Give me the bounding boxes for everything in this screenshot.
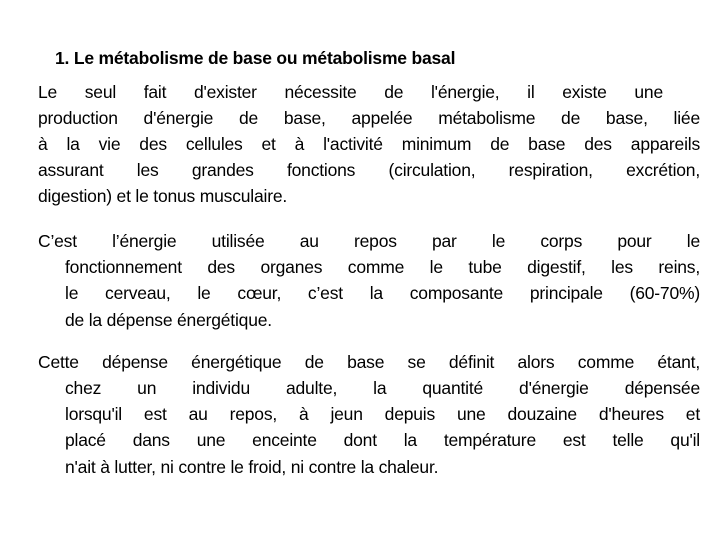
text-line: chez un individu adulte, la quantité d'énergie dépensée — [65, 378, 700, 398]
text-line: de la dépense énergétique. — [65, 310, 272, 330]
text-line: lorsqu'il est au repos, à jeun depuis une douzaine d'heures et — [65, 404, 700, 424]
text-line: assurant les grandes fonctions (circulation, respiration, excrétion, — [38, 160, 700, 180]
text-line: n'ait à lutter, ni contre le froid, ni contre la chaleur. — [65, 457, 439, 477]
text-line: fonctionnement des organes comme le tube digestif, les reins, — [65, 257, 700, 277]
text-line: Le seul fait d'exister nécessite de l'énergie, il existe une — [38, 82, 663, 102]
text-line: C’est l’énergie utilisée au repos par le corps pour le — [38, 231, 700, 251]
text-line: à la vie des cellules et à l'activité minimum de base des appareils — [38, 134, 700, 154]
text-line: Cette dépense énergétique de base se définit alors comme étant, — [38, 352, 700, 372]
section-heading: 1. Le métabolisme de base ou métabolisme basal — [55, 48, 456, 68]
text-line: le cerveau, le cœur, c’est la composante principale (60-70%) — [65, 283, 700, 303]
text-line: placé dans une enceinte dont la température est telle qu'il — [65, 430, 700, 450]
text-line: production d'énergie de base, appelée métabolisme de base, liée — [38, 108, 700, 128]
text-line: digestion) et le tonus musculaire. — [38, 186, 288, 206]
